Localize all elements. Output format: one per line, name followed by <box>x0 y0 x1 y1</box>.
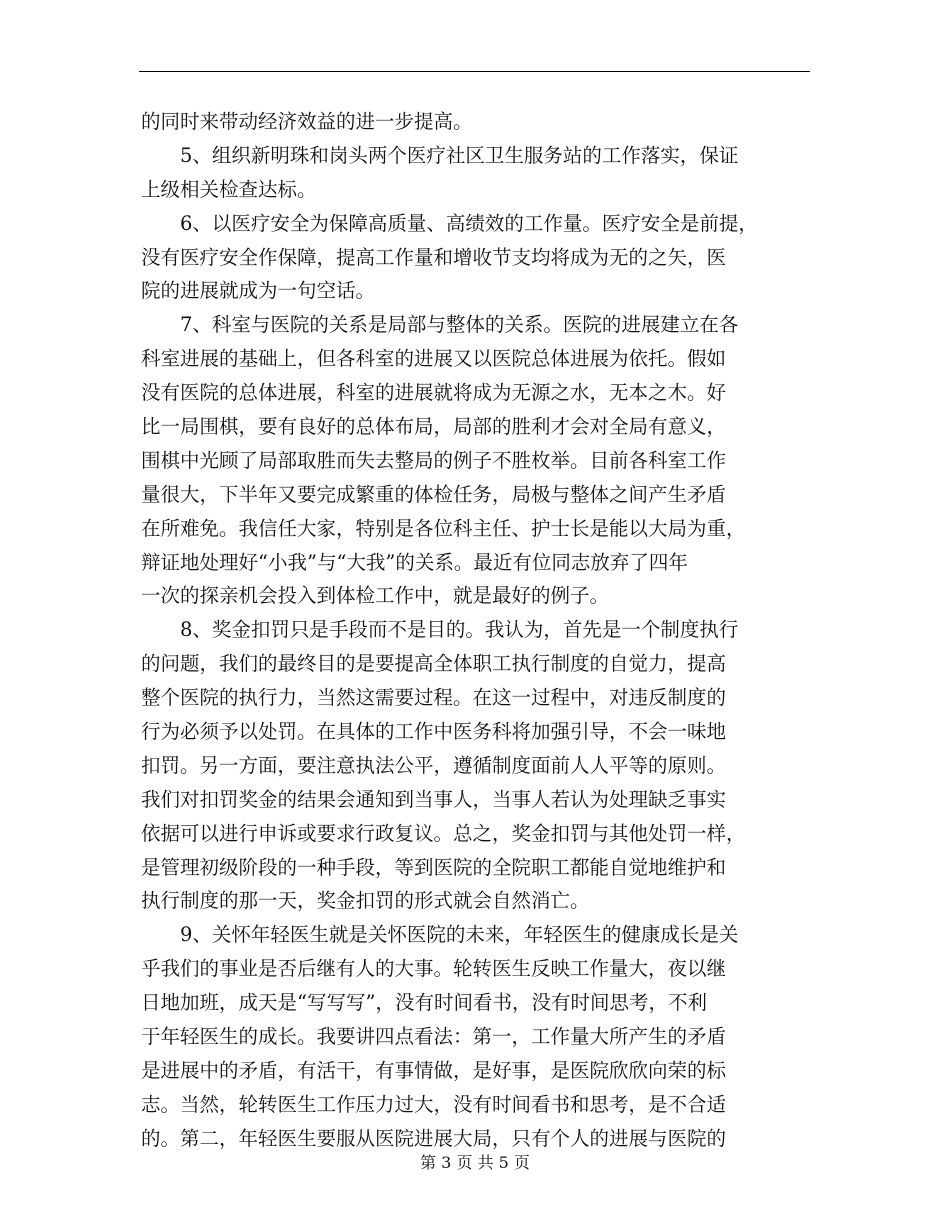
text-line: 没有医疗安全作保障，提高工作量和增收节支均将成为无的之矢，医 <box>141 245 727 269</box>
body-text <box>141 105 831 1156</box>
text-line: 依据可以进行申诉或要求行政复议。总之，奖金扣罚与其他处罚一样， <box>141 821 746 845</box>
text-line: 行为必须予以处罚。在具体的工作中医务科将加强引导，不会一味地 <box>141 720 727 744</box>
text-line: 是管理初级阶段的一种手段，等到医院的全院职工都能自觉地维护和 <box>141 855 727 879</box>
text-line: 上级相关检查达标。 <box>141 177 317 201</box>
text-line: 在所难免。我信任大家，特别是各位科主任、护士长是能以大局为重， <box>141 516 746 540</box>
text-line: 辩证地处理好“小我”与“大我”的关系。最近有位同志放弃了四年 <box>141 550 688 574</box>
text-line: 9、关怀年轻医生就是关怀医院的未来，年轻医生的健康成长是关 <box>180 923 739 947</box>
text-line: 乎我们的事业是否后继有人的大事。轮转医生反映工作量大，夜以继 <box>141 957 727 981</box>
text-line: 6、以医疗安全为保障高质量、高绩效的工作量。医疗安全是前提， <box>180 211 758 235</box>
text-line: 围棋中光顾了局部取胜而失去整局的例子不胜枚举。目前各科室工作 <box>141 448 727 472</box>
text-line: 量很大，下半年又要完成繁重的体检任务，局极与整体之间产生矛盾 <box>141 482 727 506</box>
text-line: 比一局围棋，要有良好的总体布局，局部的胜利才会对全局有意义， <box>141 415 727 439</box>
text-line: 日地加班，成天是“写写写”，没有时间看书，没有时间思考，不利 <box>141 991 707 1015</box>
text-line: 于年轻医生的成长。我要讲四点看法：第一，工作量大所产生的矛盾 <box>141 1025 727 1049</box>
text-line: 5、组织新明珠和岗头两个医疗社区卫生服务站的工作落实，保证 <box>180 143 739 167</box>
text-line: 科室进展的基础上，但各科室的进展又以医院总体进展为依托。假如 <box>141 347 727 371</box>
text-line: 7、科室与医院的关系是局部与整体的关系。医院的进展建立在各 <box>180 313 739 337</box>
text-line: 一次的探亲机会投入到体检工作中，就是最好的例子。 <box>141 584 610 608</box>
text-line: 志。当然，轮转医生工作压力过大，没有时间看书和思考，是不合适 <box>141 1092 727 1116</box>
text-line: 的。第二，年轻医生要服从医院进展大局，只有个人的进展与医院的 <box>141 1126 727 1150</box>
header-rule <box>139 71 810 72</box>
text-line: 整个医院的执行力，当然这需要过程。在这一过程中，对违反制度的 <box>141 686 727 710</box>
text-line: 没有医院的总体进展，科室的进展就将成为无源之水，无本之木。好 <box>141 381 727 405</box>
text-line: 我们对扣罚奖金的结果会通知到当事人，当事人若认为处理缺乏事实 <box>141 787 727 811</box>
text-line: 8、奖金扣罚只是手段而不是目的。我认为，首先是一个制度执行 <box>180 618 739 642</box>
text-line: 的同时来带动经济效益的进一步提高。 <box>141 110 473 133</box>
text-line: 执行制度的那一天，奖金扣罚的形式就会自然消亡。 <box>141 889 590 913</box>
text-line: 是进展中的矛盾，有活干，有事情做，是好事，是医院欣欣向荣的标 <box>141 1058 727 1082</box>
text-line: 扣罚。另一方面，要注意执法公平，遵循制度面前人人平等的原则。 <box>141 753 727 777</box>
text-line: 院的进展就成为一句空话。 <box>141 279 376 303</box>
text-line: 的问题，我们的最终目的是要提高全体职工执行制度的自觉力，提高 <box>141 652 727 676</box>
page-footer: 第 3 页 共 5 页 <box>420 1153 530 1172</box>
